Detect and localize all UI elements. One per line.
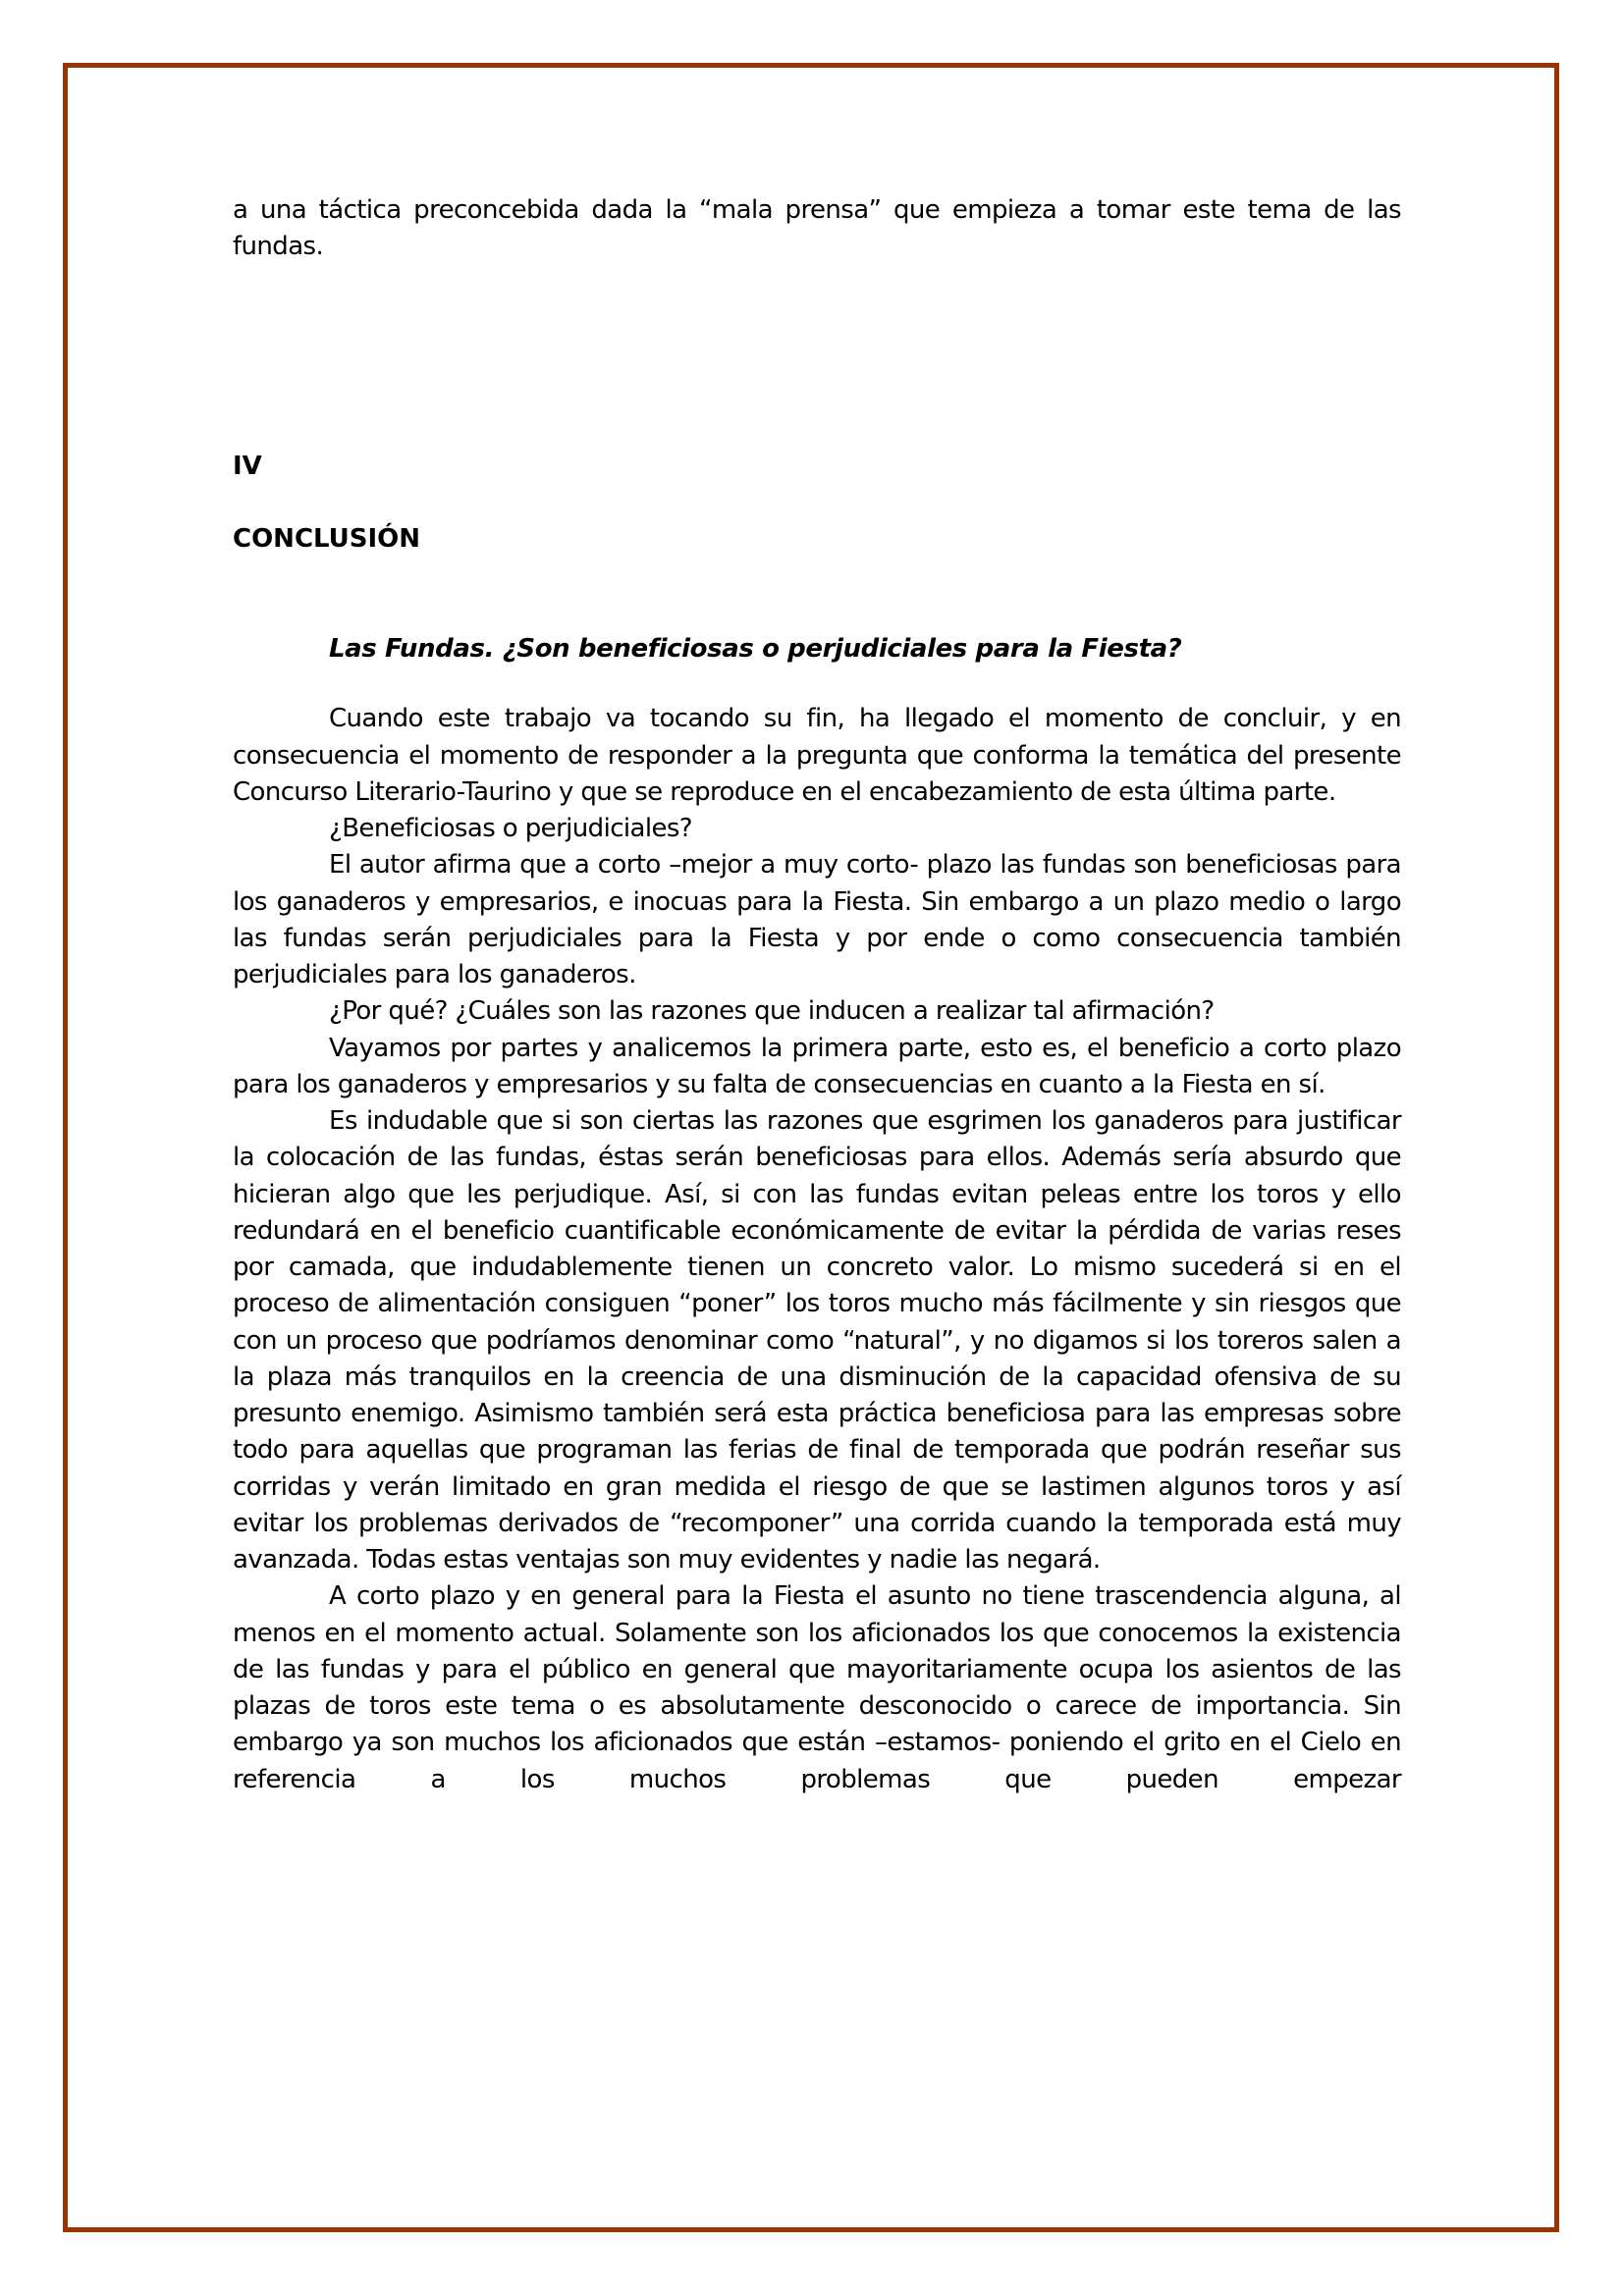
paragraph: Cuando este trabajo va tocando su fin, ha llegado el momento de concluir, y en consecuencia el momento de responder a la pregunta que conforma la temática del presente Concurso Literario-Taurino y que se reproduce en el encabezamiento de esta última parte. bbox=[233, 704, 1401, 807]
section-number: IV bbox=[233, 451, 262, 481]
paragraph: Vayamos por partes y analicemos la primera parte, esto es, el beneficio a corto plazo para los ganaderos y empresarios y su falta de consecuencias en cuanto a la Fiesta en sí. bbox=[233, 1033, 1401, 1099]
page-content bbox=[233, 192, 1401, 1798]
continuation-paragraph: a una táctica preconcebida dada la “mala prensa” que empieza a tomar este tema de las fundas. bbox=[233, 195, 1401, 262]
section-title: CONCLUSIÓN bbox=[233, 523, 421, 554]
paragraph: A corto plazo y en general para la Fiesta el asunto no tiene trascendencia alguna, al menos en el momento actual. Solamente son los aficionados los que conocemos la existencia de las fundas y para el público en general que mayoritariamente ocupa los asientos de las plazas de toros este tema o es absolutamente desconocido o carece de importancia. Sin embargo ya son muchos los aficionados que están –estamos- poniendo el grito en el Cielo en referencia a los muchos problemas que pueden empezar bbox=[233, 1581, 1401, 1794]
paragraph: Es indudable que si son ciertas las razones que esgrimen los ganaderos para justificar la colocación de las fundas, éstas serán beneficiosas para ellos. Además sería absurdo que hicieran algo que les perjudique. Así, si con las fundas evitan peleas entre los toros y ello redundará en el beneficio cuantificable económicamente de evitar la pérdida de varias reses por camada, que indudablemente tienen un concreto valor. Lo mismo sucederá si en el proceso de alimentación consiguen “poner” los toros mucho más fácilmente y sin riesgos que con un proceso que podríamos denominar como “natural”, y no digamos si los toreros salen a la plaza más tranquilos en la creencia de una disminución de la capacidad ofensiva de su presunto enemigo. Asimismo también será esta práctica beneficiosa para las empresas sobre todo para aquellas que programan las ferias de final de temporada que podrán reseñar sus corridas y verán limitado en gran medida el riesgo de que se lastimen algunos toros y así evitar los problemas derivados de “recomponer” una corrida cuando la temporada está muy avanzada. Todas estas ventajas son muy evidentes y nadie las negará. bbox=[233, 1106, 1401, 1575]
paragraph: ¿Beneficiosas o perjudiciales? bbox=[329, 814, 693, 843]
paragraph: ¿Por qué? ¿Cuáles son las razones que inducen a realizar tal afirmación? bbox=[329, 996, 1215, 1027]
paragraph: El autor afirma que a corto –mejor a muy corto- plazo las fundas son beneficiosas para los ganaderos y empresarios, e inocuas para la Fiesta. Sin embargo a un plazo medio o largo las fundas serán perjudiciales para la Fiesta y por ende o como consecuencia también perjudiciales para los ganaderos. bbox=[233, 850, 1401, 989]
section-subtitle: Las Fundas. ¿Son beneficiosas o perjudiciales para la Fiesta? bbox=[329, 634, 1182, 664]
